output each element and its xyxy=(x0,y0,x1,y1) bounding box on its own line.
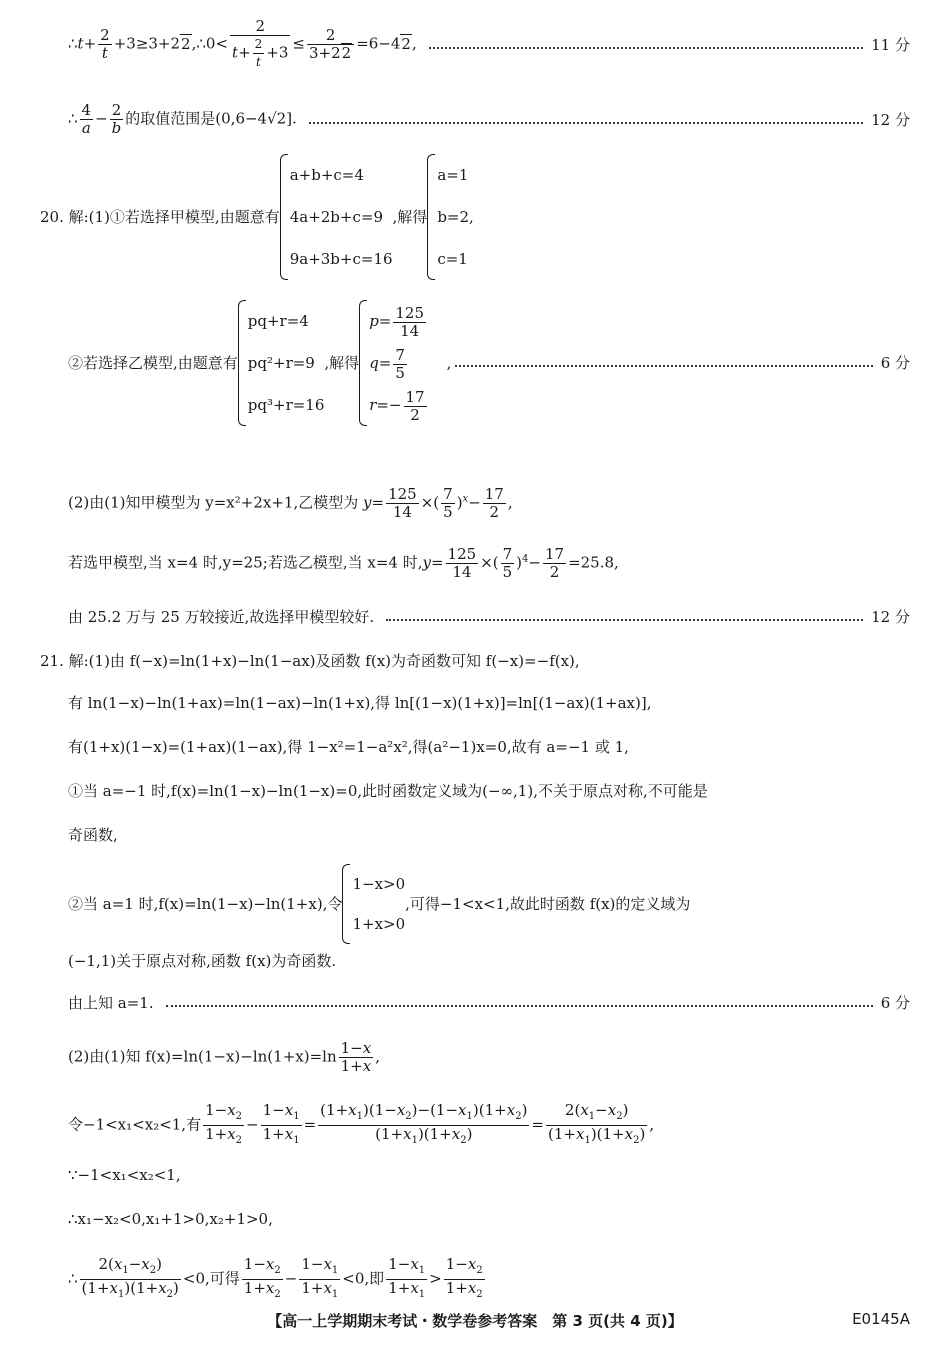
q21-line-13: ∴ $\frac{2(x_1-x_2)}{(1+x_1)(1+x_2)}$ <0,可得 $\frac{1-x_2}{1+x_2}$ − $\frac{1-x_1}{1+x_1}$ <0,即 $\frac{1-x_1}{1+x_1}$ > $\frac{1-x_2}{1+x_2}$ xyxy=(68,1255,483,1300)
line-1: ∴t+ $\frac{2}{t}$ +3≥3+22,∴0< 2 t+ $\frac{2}{t}$ +3 ≤ $\frac{2}{3+22}$ =6−42, 11 分 xyxy=(68,17,910,69)
q21-line-10: 令−1<x₁<x₂<1,有 $\frac{1-x_2}{1+x_2}$ − $\frac{1-x_1}{1+x_1}$ = $\frac{(1+x_1)(1-x_2)-(1-x_1)(1+x_2)}{(1+x_1)(1+x_2)}$ = $\frac{2(x_1-x_2)}{(1+x_1)(1+x_2)}$ , xyxy=(68,1101,655,1146)
score-6-b: 6 分 xyxy=(880,994,910,1012)
line-2: ∴ $\frac{4}{a}$ − $\frac{2}{b}$ 的取值范围是(0,6−4√2]. 12 分 xyxy=(68,101,910,137)
q21-line-11: ∵−1<x₁<x₂<1, xyxy=(68,1166,181,1184)
q21-line-7: (−1,1)关于原点对称,函数 f(x)为奇函数. xyxy=(68,952,337,970)
system-a: a+b+c=4 4a+2b+c=9 9a+3b+c=16 xyxy=(280,154,393,280)
q20-part2: (2)由(1)知甲模型为 y=x²+2x+1,乙模型为 y= $\frac{125}{14}$ ×( $\frac{7}{5}$ )$^x$− $\frac{17}{2}$ , xyxy=(68,485,513,521)
score-12-b: 12 分 xyxy=(871,608,910,626)
q21-line-12: ∴x₁−x₂<0,x₁+1>0,x₂+1>0, xyxy=(68,1210,273,1228)
score-11: 11 分 xyxy=(871,35,910,54)
score-12-a: 12 分 xyxy=(871,110,910,129)
system-b: pq+r=4 pq²+r=9 pq³+r=16 xyxy=(238,300,325,426)
solution-a: a=1 b=2, c=1 xyxy=(427,154,473,280)
score-6-a: 6 分 xyxy=(880,354,910,372)
q21-line-5: 奇函数, xyxy=(68,826,118,844)
page-footer: 【高一上学期期末考试・数学卷参考答案 第 3 页(共 4 页)】 xyxy=(267,1312,683,1330)
paper-code: E0145A xyxy=(852,1310,910,1328)
q21-line-9: (2)由(1)知 f(x)=ln(1−x)−ln(1+x)=ln $\frac{1-x}{1+x}$ , xyxy=(68,1039,380,1075)
q21-line-2: 有 ln(1−x)−ln(1+ax)=ln(1−ax)−ln(1+x),得 ln[(1−x)(1+x)]=ln[(1−ax)(1+ax)], xyxy=(68,694,652,712)
system-c: 1−x>0 1+x>0 xyxy=(342,864,405,944)
q21-line-1: 21. 解:(1)由 f(−x)=ln(1+x)−ln(1−ax)及函数 f(x)为奇函数可知 f(−x)=−f(x), xyxy=(40,652,580,670)
q21-line-6: ②当 a=1 时,f(x)=ln(1−x)−ln(1+x),令 1−x>0 1+x>0 ,可得−1<x<1,故此时函数 f(x)的定义域为 xyxy=(68,864,910,944)
q20-compare: 若选甲模型,当 x=4 时,y=25;若选乙模型,当 x=4 时,y= $\frac{125}{14}$ ×( $\frac{7}{5}$ )$^4$− $\frac{17}{2}$ =25.8, xyxy=(68,545,619,581)
q21-line-4: ①当 a=−1 时,f(x)=ln(1−x)−ln(1−x)=0,此时函数定义域为(−∞,1),不关于原点对称,不可能是 xyxy=(68,782,708,800)
q20-model-a: 20. 解:(1)①若选择甲模型,由题意有 a+b+c=4 4a+2b+c=9 9a+3b+c=16 ,解得 a=1 b=2, c=1 xyxy=(40,154,474,280)
q21-line-3: 有(1+x)(1−x)=(1+ax)(1−ax),得 1−x²=1−a²x²,得(a²−1)x=0,故有 a=−1 或 1, xyxy=(68,738,629,756)
q20-model-b: ②若选择乙模型,由题意有 pq+r=4 pq²+r=9 pq³+r=16 ,解得 p= $\frac{125}{14}$ q= $\frac{7}{5}$ r=− $\frac{17}{2}$ , 6 分 xyxy=(68,300,910,426)
solution-b: p= $\frac{125}{14}$ q= $\frac{7}{5}$ r=− $\frac{17}{2}$ xyxy=(359,300,428,426)
q20-conclusion: 由 25.2 万与 25 万较接近,故选择甲模型较好. 12 分 xyxy=(68,608,910,626)
q21-line-8: 由上知 a=1. 6 分 xyxy=(68,994,910,1012)
